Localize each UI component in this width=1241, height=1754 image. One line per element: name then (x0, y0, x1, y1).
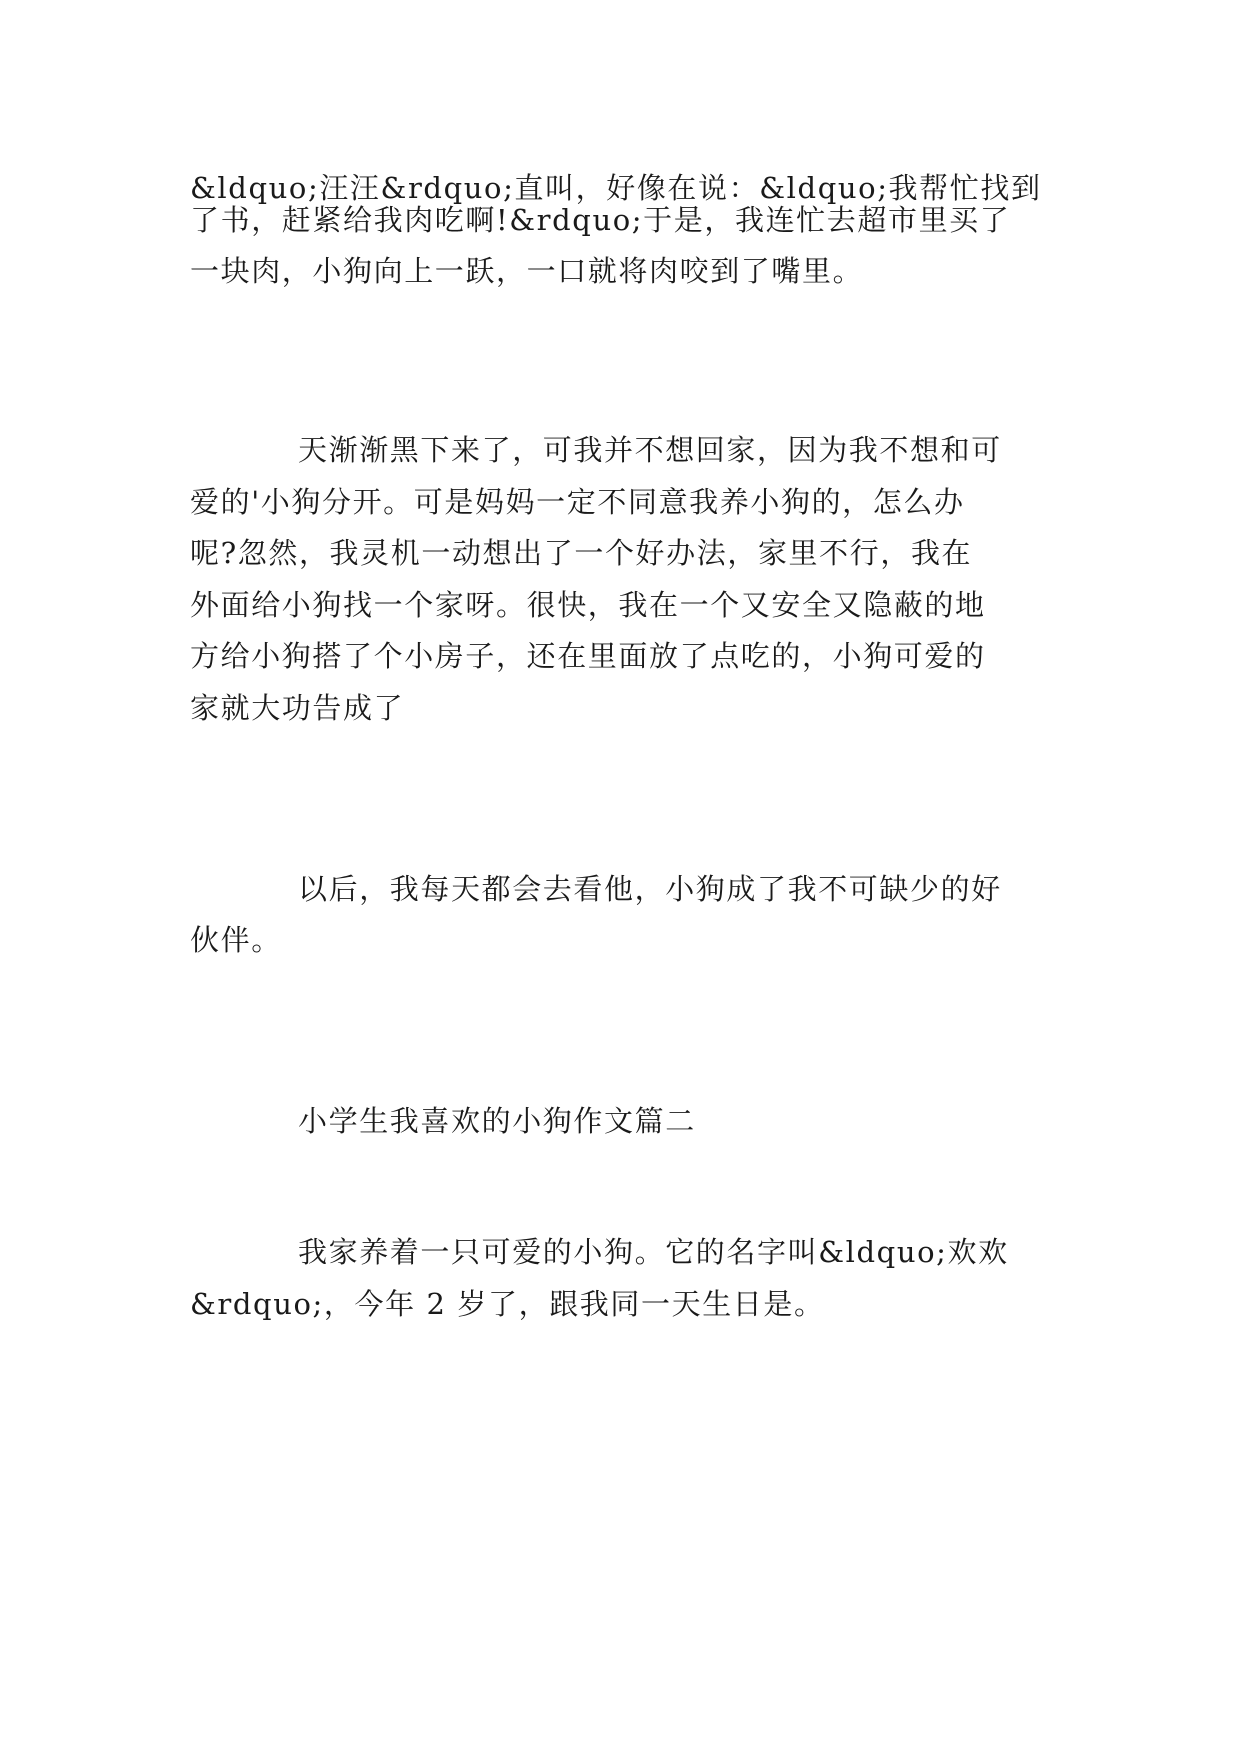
paragraph-2-line-5: 方给小狗搭了个小房子，还在里面放了点吃的，小狗可爱的 (190, 639, 986, 673)
paragraph-1-line-2: 了书，赶紧给我肉吃啊!&rdquo;于是，我连忙去超市里买了 (190, 203, 1011, 237)
paragraph-2-line-6: 家就大功告成了 (190, 691, 405, 725)
paragraph-3-line-2: 伙伴。 (190, 923, 282, 957)
paragraph-2-line-2: 爱的'小狗分开。可是妈妈一定不同意我养小狗的，怎么办 (190, 485, 965, 519)
paragraph-2-line-3: 呢?忽然，我灵机一动想出了一个好办法，家里不行，我在 (190, 536, 973, 570)
paragraph-5-line-1: 我家养着一只可爱的小狗。它的名字叫&ldquo;欢欢 (298, 1235, 1009, 1269)
section-heading: 小学生我喜欢的小狗作文篇二 (298, 1104, 696, 1138)
paragraph-2-line-4: 外面给小狗找一个家呀。很快，我在一个又安全又隐蔽的地 (190, 588, 986, 622)
paragraph-5-line-2: &rdquo;，今年 2 岁了，跟我同一天生日是。 (190, 1287, 825, 1321)
paragraph-1-line-1: &ldquo;汪汪&rdquo;直叫，好像在说：&ldquo;我帮忙找到 (190, 171, 1042, 205)
paragraph-2-line-1: 天渐渐黑下来了，可我并不想回家，因为我不想和可 (298, 433, 1002, 467)
paragraph-3-line-1: 以后，我每天都会去看他，小狗成了我不可缺少的好 (298, 872, 1002, 906)
paragraph-1-line-3: 一块肉，小狗向上一跃，一口就将肉咬到了嘴里。 (190, 254, 864, 288)
